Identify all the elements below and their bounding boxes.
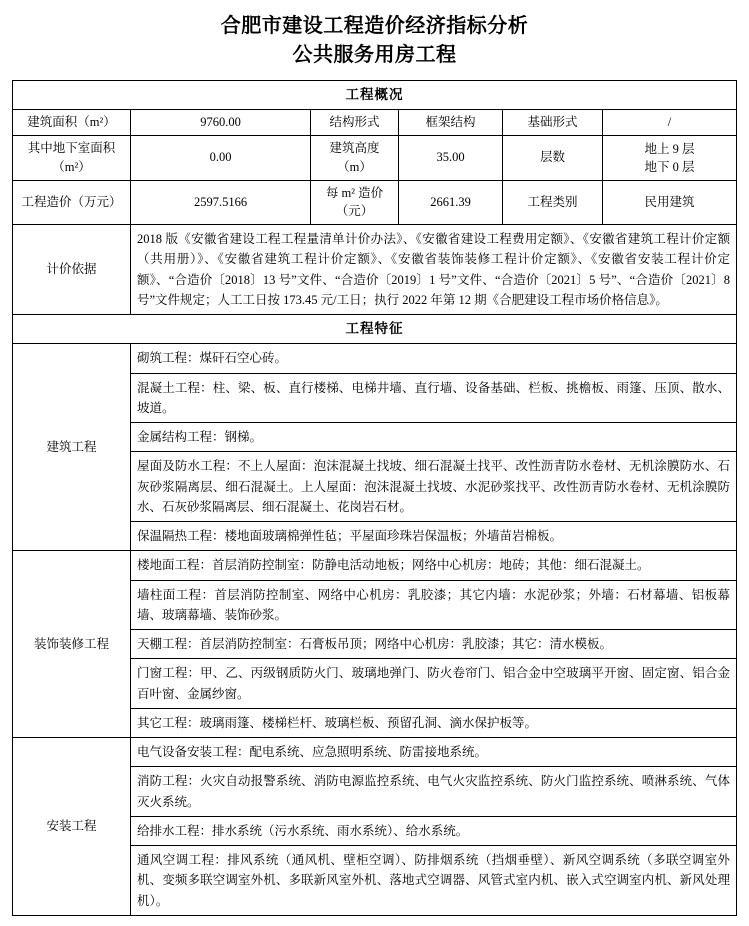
label-floors: 层数 — [503, 136, 603, 181]
value-basement-area: 0.00 — [131, 136, 311, 181]
value-foundation-type: / — [603, 110, 737, 136]
table-row — [13, 315, 737, 344]
value-cost-per-sqm: 2661.39 — [399, 180, 503, 225]
table-row — [13, 551, 737, 580]
feature-item: 通风空调工程：排风系统（通风机、壁柜空调）、防排烟系统（挡烟垂壁）、新风空调系统（多联空调室外机、变频多联空调室外机、多联新风室外机、落地式空调器、风管式室内机、嵌入式空调室内机、新风处理机）。 — [131, 846, 737, 916]
value-project-category: 民用建筑 — [603, 180, 737, 225]
value-building-area: 9760.00 — [131, 110, 311, 136]
label-structure-type: 结构形式 — [311, 110, 399, 136]
value-floors-below: 地下 0 层 — [644, 159, 695, 174]
label-foundation-type: 基础形式 — [503, 110, 603, 136]
label-building-height: 建筑高度（m） — [311, 136, 399, 181]
indicator-table — [12, 80, 737, 916]
value-floors-above: 地上 9 层 — [644, 141, 695, 156]
value-pricing-basis: 2018 版《安徽省建设工程工程量清单计价办法》、《安徽省建设工程费用定额》、《安徽省建筑工程计价定额（共用册）》、《安徽省建筑工程计价定额》、《安徽省装饰装修工程计价定额》、《安徽省安装工程计价定额》、“合造价〔2018〕13 号”文件、“合造价〔2019〕1 号”文件、“合造价〔2021〕5 号”、“合造价〔2021〕8 号”文件规定；人工工日按 173.45 元/工日；执行 2022 年第 12 期《合肥建设工程市场价格信息》。 — [131, 225, 737, 315]
feature-item: 给排水工程：排水系统（污水系统、雨水系统）、给水系统。 — [131, 816, 737, 845]
feature-item: 墙柱面工程：首层消防控制室、网络中心机房：乳胶漆；其它内墙：水泥砂浆；外墙：石材幕墙、铝板幕墙、玻璃幕墙、装饰砂浆。 — [131, 580, 737, 630]
category-installation: 安装工程 — [13, 738, 131, 916]
category-decoration: 装饰装修工程 — [13, 551, 131, 738]
feature-item: 混凝土工程：柱、梁、板、直行楼梯、电梯井墙、直行墙、设备基础、栏板、挑檐板、雨篷、压顶、散水、坡道。 — [131, 373, 737, 423]
table-row — [13, 180, 737, 225]
table-row — [13, 225, 737, 315]
table-row — [13, 110, 737, 136]
table-row — [13, 81, 737, 110]
feature-item: 楼地面工程：首层消防控制室：防静电活动地板；网络中心机房：地砖；其他：细石混凝土。 — [131, 551, 737, 580]
table-row — [13, 136, 737, 181]
label-cost-per-sqm: 每 m² 造价（元） — [311, 180, 399, 225]
section-header-features: 工程特征 — [13, 315, 737, 344]
section-header-overview: 工程概况 — [13, 81, 737, 110]
label-pricing-basis: 计价依据 — [13, 225, 131, 315]
label-project-category: 工程类别 — [503, 180, 603, 225]
label-building-area: 建筑面积（m²） — [13, 110, 131, 136]
value-structure-type: 框架结构 — [399, 110, 503, 136]
feature-item: 屋面及防水工程：不上人屋面：泡沫混凝土找坡、细石混凝土找平、改性沥青防水卷材、无机涂膜防水、石灰砂浆隔离层、细石混凝土。上人屋面：泡沫混凝土找坡、水泥砂浆找平、改性沥青防水卷材、无机涂膜防水、石灰砂浆隔离层、细石混凝土、花岗岩石材。 — [131, 452, 737, 522]
feature-item: 电气设备安装工程：配电系统、应急照明系统、防雷接地系统。 — [131, 738, 737, 767]
label-project-cost: 工程造价（万元） — [13, 180, 131, 225]
feature-item: 天棚工程：首层消防控制室：石膏板吊顶；网络中心机房：乳胶漆；其它：清水模板。 — [131, 630, 737, 659]
title-line-2: 公共服务用房工程 — [292, 44, 457, 66]
value-building-height: 35.00 — [399, 136, 503, 181]
feature-item: 消防工程：火灾自动报警系统、消防电源监控系统、电气火灾监控系统、防火门监控系统、喷淋系统、气体灭火系统。 — [131, 767, 737, 817]
value-floors — [603, 136, 737, 181]
value-project-cost: 2597.5166 — [131, 180, 311, 225]
title-line-1: 合肥市建设工程造价经济指标分析 — [220, 15, 529, 37]
page-title — [12, 12, 737, 70]
feature-item: 其它工程：玻璃雨篷、楼梯栏杆、玻璃栏板、预留孔洞、滴水保护板等。 — [131, 708, 737, 737]
feature-item: 金属结构工程：钢梯。 — [131, 423, 737, 452]
category-architecture: 建筑工程 — [13, 344, 131, 551]
table-row — [13, 738, 737, 767]
feature-item: 门窗工程：甲、乙、丙级钢质防火门、玻璃地弹门、防火卷帘门、铝合金中空玻璃平开窗、固定窗、铝合金百叶窗、金属纱窗。 — [131, 659, 737, 709]
table-row — [13, 344, 737, 373]
feature-item: 保温隔热工程：楼地面玻璃棉弹性毡；平屋面珍珠岩保温板；外墙苗岩棉板。 — [131, 522, 737, 551]
feature-item: 砌筑工程：煤矸石空心砖。 — [131, 344, 737, 373]
label-basement-area: 其中地下室面积（m²） — [13, 136, 131, 181]
